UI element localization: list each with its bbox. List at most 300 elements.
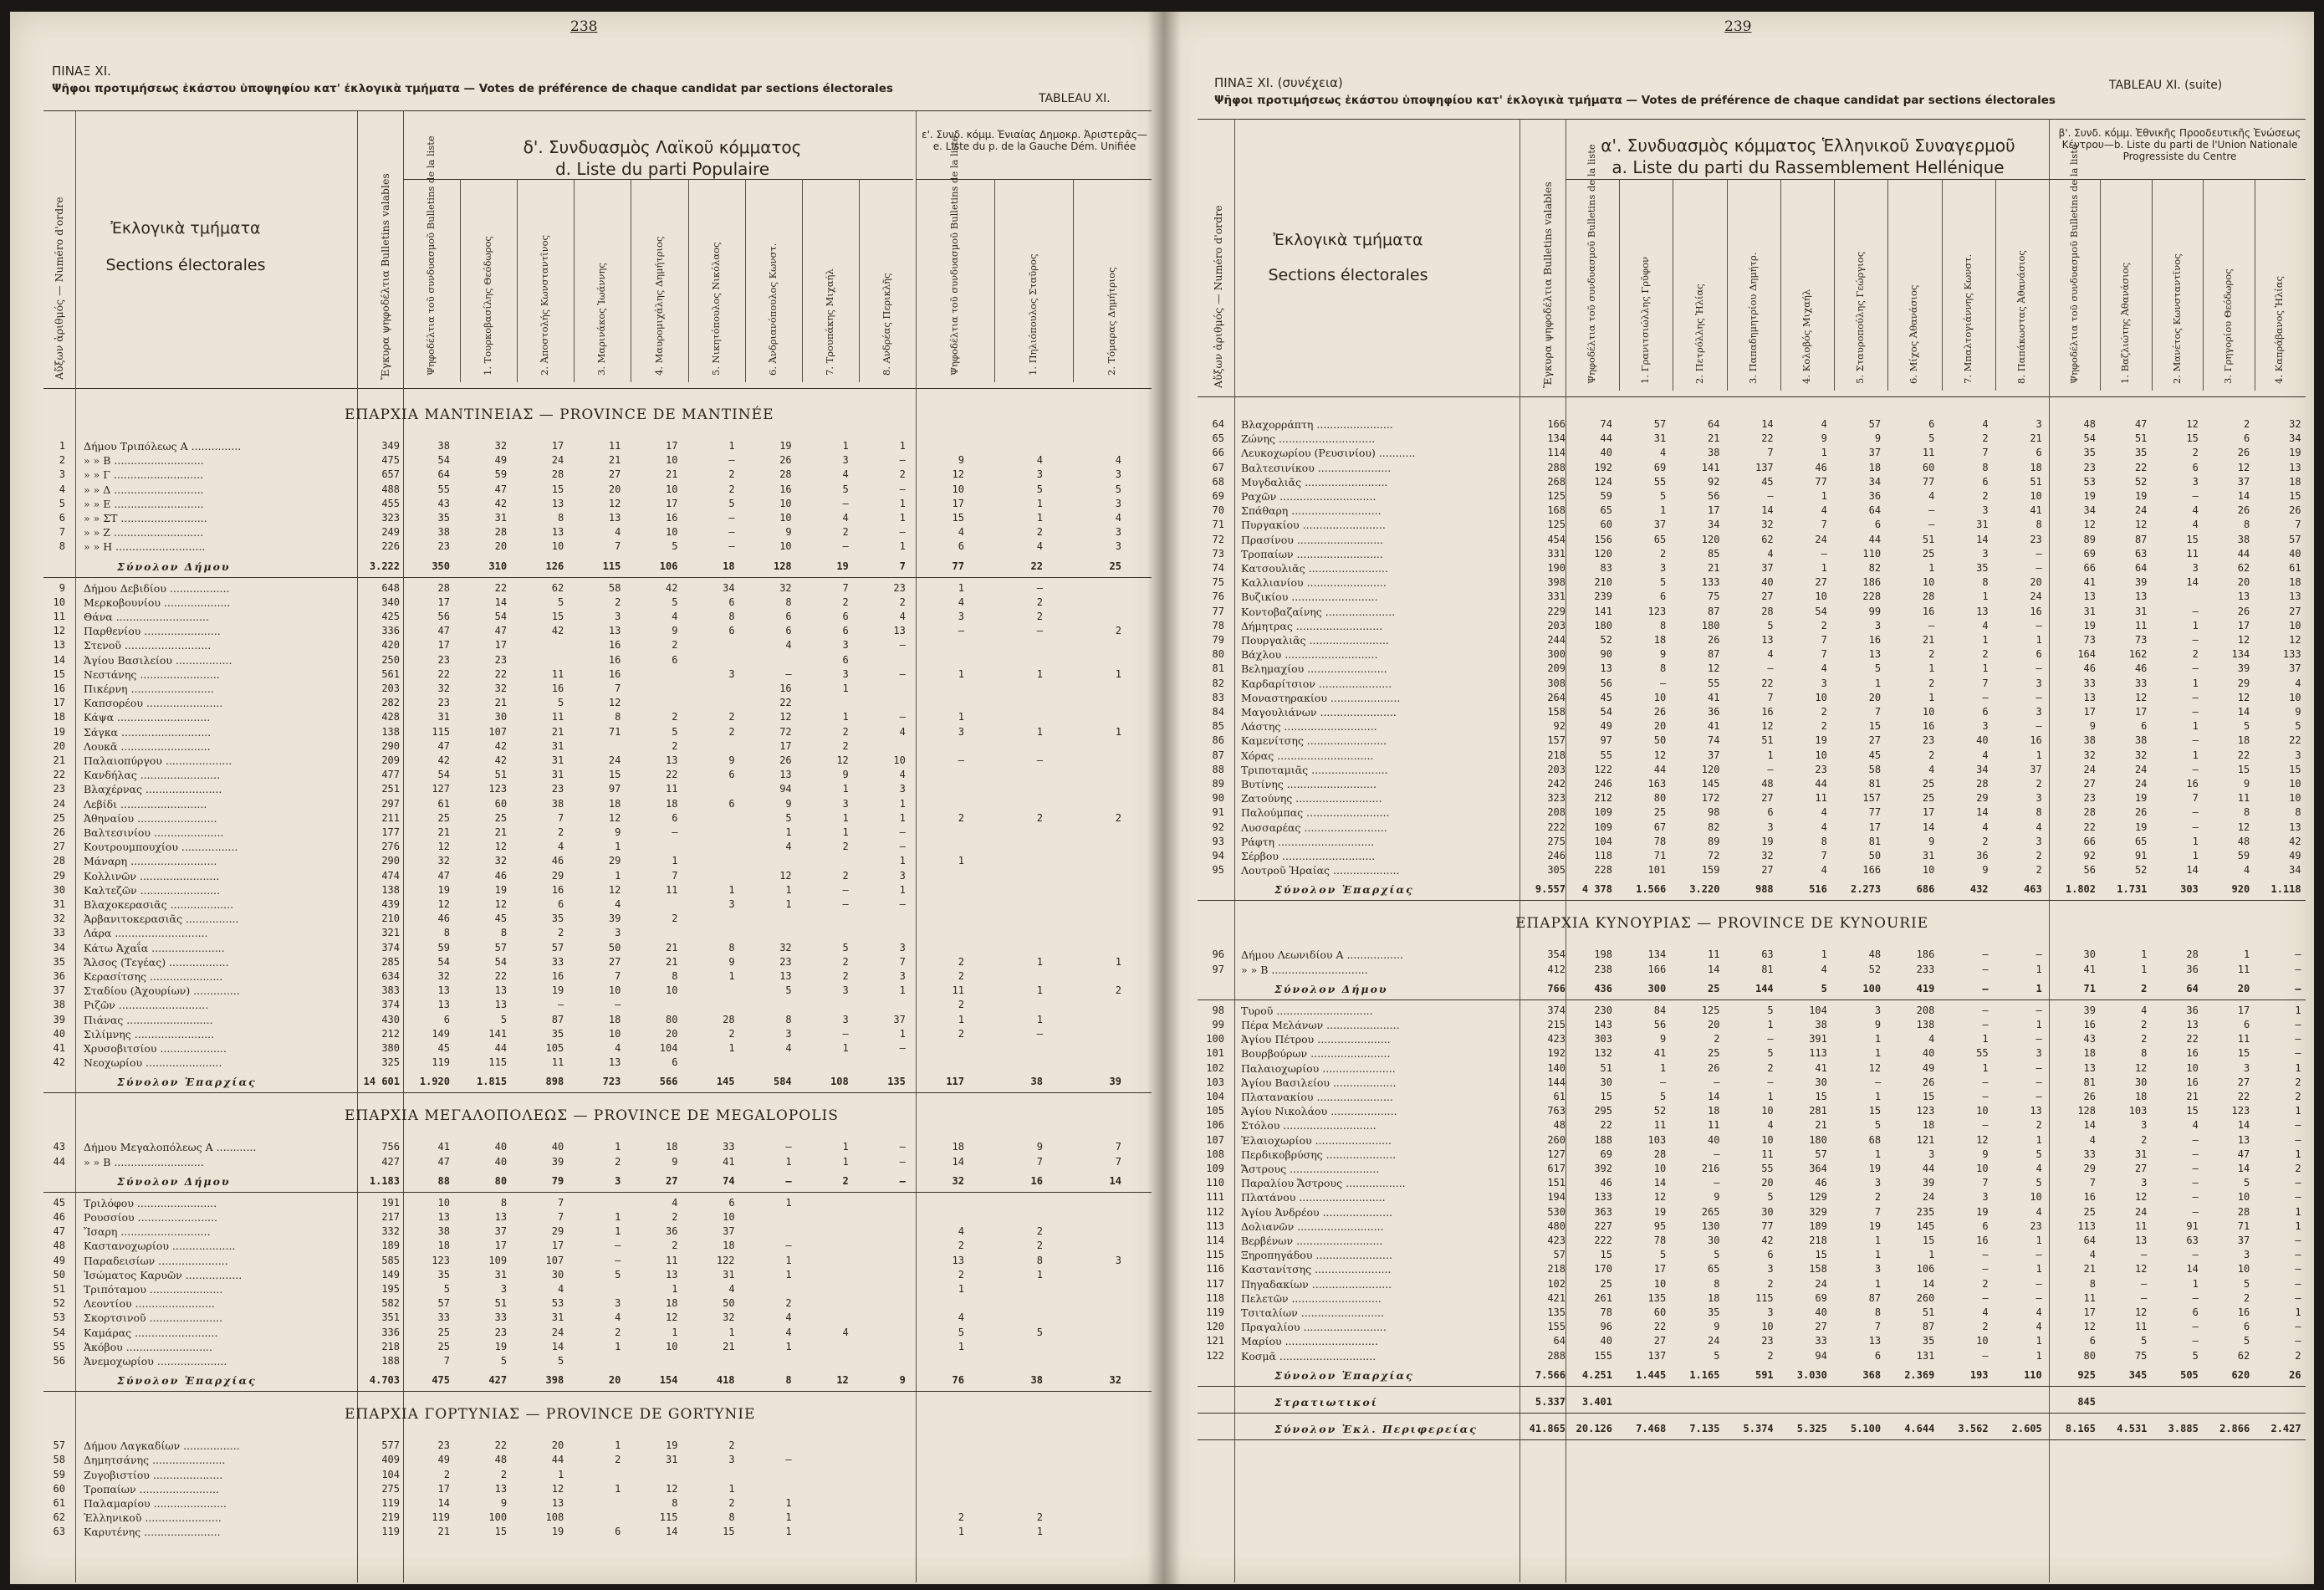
cell-value: 1: [1036, 1526, 1043, 1538]
table-subtitle: Ψῆφοι προτιμήσεως ἑκάστου ὑποψηφίου κατ' ἐκλογικὰ τμήματα — Votes de préférence de chaque candidat par sections électorales: [52, 82, 893, 95]
cell-value: 12: [836, 1374, 849, 1387]
section-name: Νεστάνης ........................: [84, 667, 220, 681]
row-number: 114: [1206, 1235, 1224, 1246]
cell-value: 1: [1115, 725, 1121, 738]
cell-value: 128: [773, 560, 792, 572]
cell-value: 59: [2237, 850, 2250, 861]
section-name: Κατσουλιᾶς ........................: [1241, 562, 1388, 575]
cell-value: 9: [842, 769, 849, 781]
cell-value: 6: [672, 811, 678, 824]
cell-value: 3: [615, 611, 621, 622]
cell-value: 16: [1868, 634, 1882, 646]
cell-value: 2.866: [2219, 1422, 2250, 1434]
cell-value: 12: [2237, 821, 2250, 833]
cell-value: 133: [1701, 576, 1720, 589]
cell-value: 64: [2134, 562, 2148, 574]
cell-value: 6: [2141, 720, 2148, 733]
cell-value: 8: [1982, 461, 1989, 473]
cell-value: 4: [958, 596, 964, 608]
cell-value: 10: [1976, 1163, 1989, 1174]
cell-value: 23: [551, 783, 564, 795]
divider: [2152, 179, 2153, 391]
cell-value: 217: [381, 1211, 400, 1223]
cell-value: 13: [2186, 1019, 2199, 1030]
section-name: Πικέρνη .........................: [84, 683, 214, 695]
table-row: [1164, 1249, 2306, 1260]
cell-value: 4: [2243, 864, 2250, 877]
cell-value: 246: [1547, 850, 1566, 861]
cell-value: 17: [2083, 706, 2096, 718]
table-row: [10, 1454, 1152, 1465]
cell-value: 156: [1594, 533, 1612, 545]
cell-value: 32: [2083, 749, 2096, 761]
cell-value: 49: [1922, 1061, 1935, 1074]
cell-value: 9: [1982, 1148, 1989, 1160]
cell-value: 33: [2083, 1148, 2096, 1160]
cell-value: 63: [2134, 547, 2148, 560]
cell-value: 55: [1761, 1163, 1774, 1174]
cell-value: —: [2035, 720, 2042, 733]
cell-value: 5: [2243, 720, 2250, 733]
cell-value: 44: [2237, 547, 2250, 560]
column-header: Ψηφοδέλτια τοῦ συνδυασμοῦ Bulletins de la liste: [948, 135, 960, 376]
cell-value: 275: [1547, 835, 1566, 847]
cell-value: 1: [1874, 677, 1882, 689]
cell-value: 11: [2237, 1033, 2250, 1046]
cell-value: 3: [1821, 677, 1827, 689]
cell-value: 7: [899, 955, 906, 968]
cell-value: 149: [381, 1268, 400, 1281]
cell-value: 8: [1659, 619, 1667, 631]
divider: [2100, 179, 2101, 391]
cell-value: 18: [1653, 634, 1667, 646]
cell-value: 3: [2192, 562, 2199, 574]
table-row: [10, 711, 1152, 722]
cell-value: 69: [1600, 1148, 1612, 1160]
table-row: [1164, 806, 2306, 820]
section-name: » » Β ...........................: [84, 454, 204, 468]
cell-value: 32: [2289, 418, 2301, 430]
cell-value: 41: [437, 1141, 450, 1153]
cell-value: 52: [1868, 963, 1882, 975]
table-row: [10, 697, 1152, 708]
cell-value: 4: [615, 898, 621, 910]
cell-value: 1: [1874, 1235, 1882, 1246]
section-name: » » Η ...........................: [84, 540, 206, 554]
row-number: 109: [1206, 1163, 1224, 1174]
cell-value: 13: [1976, 605, 1989, 617]
cell-value: 2: [1115, 984, 1121, 997]
row-number: 59: [53, 1468, 65, 1480]
cell-value: 46: [1815, 461, 1827, 473]
cell-value: 4: [842, 512, 849, 524]
cell-value: 3: [1982, 1191, 1989, 1204]
cell-value: 39: [608, 913, 621, 925]
table-row: [10, 942, 1152, 953]
cell-value: —: [728, 454, 735, 467]
cell-value: 332: [381, 1225, 400, 1238]
cell-value: 64: [1707, 418, 1720, 430]
cell-value: 11: [2134, 1321, 2148, 1333]
cell-value: 10: [2289, 778, 2301, 790]
cell-value: 380: [381, 1042, 400, 1054]
cell-value: 98: [1707, 806, 1720, 819]
cell-value: 13: [494, 984, 508, 997]
row-number: 37: [53, 984, 65, 997]
cell-value: 766: [1547, 982, 1566, 994]
table-row: [1164, 864, 2306, 875]
cell-value: 8: [443, 927, 450, 939]
cell-value: 8: [500, 1196, 508, 1209]
cell-value: 2: [1115, 625, 1121, 637]
cell-value: 26: [2289, 504, 2301, 517]
row-number: 104: [1206, 1091, 1224, 1102]
cell-value: 17: [494, 1240, 508, 1252]
cell-value: —: [1714, 1148, 1720, 1160]
cell-value: 1: [842, 826, 849, 838]
cell-value: 13: [1868, 1335, 1882, 1347]
cell-value: 2: [1036, 1240, 1043, 1252]
section-name: Στρατιωτικοί: [1274, 1395, 1378, 1409]
cell-value: 23: [779, 955, 792, 968]
cell-value: 423: [1547, 1235, 1566, 1246]
cell-value: 72: [779, 725, 792, 738]
section-name: Κοντοβαζαίνης .....................: [1241, 605, 1396, 618]
cell-value: 242: [1547, 778, 1566, 790]
cell-value: 1: [1115, 667, 1121, 680]
cell-value: 8: [2035, 519, 2042, 531]
cell-value: 2: [1982, 1321, 1989, 1333]
cell-value: 1: [2035, 1349, 2042, 1362]
cell-value: 6: [1767, 806, 1774, 819]
cell-value: 46: [551, 855, 564, 867]
cell-value: —: [728, 512, 735, 524]
cell-value: 1: [1874, 1148, 1882, 1160]
table-row: [1164, 562, 2306, 573]
cell-value: 1: [1928, 1249, 1935, 1261]
cell-value: 5: [1659, 576, 1667, 589]
cell-value: 24: [608, 754, 621, 766]
section-name: Κερασίτσης ......................: [84, 970, 223, 983]
cell-value: 14: [2083, 1119, 2096, 1132]
cell-value: 95: [1653, 1219, 1667, 1232]
cell-value: 11: [1815, 792, 1827, 805]
cell-value: 3: [899, 941, 906, 953]
section-name: Σκορτσινοῦ ......................: [84, 1311, 222, 1325]
total-row: [1164, 1423, 2306, 1434]
cell-value: 11: [2134, 619, 2148, 631]
cell-value: 419: [1916, 982, 1935, 994]
cell-value: 44: [1815, 778, 1827, 790]
province-title: ΕΠΑΡΧΙΑ ΜΕΓΑΛΟΠΟΛΕΩΣ — PROVINCE DE MEGALOPOLIS: [345, 1107, 839, 1125]
cell-value: 13: [2134, 1235, 2148, 1246]
cell-value: 8: [2141, 1047, 2148, 1060]
cell-value: 37: [1868, 447, 1882, 459]
cell-value: 191: [381, 1196, 400, 1209]
cell-value: —: [2192, 821, 2199, 833]
cell-value: 2: [2243, 418, 2250, 430]
cell-value: 209: [1547, 662, 1566, 675]
cell-value: —: [1714, 1076, 1720, 1088]
cell-value: 2: [2141, 1033, 2148, 1046]
section-name: » » Γ ...........................: [84, 468, 204, 482]
cell-value: —: [2192, 734, 2199, 747]
cell-value: 80: [2083, 1349, 2096, 1362]
cell-value: —: [1659, 1076, 1667, 1088]
cell-value: 134: [2231, 648, 2250, 661]
cell-value: 4: [899, 769, 906, 781]
cell-value: 16: [608, 653, 621, 666]
cell-value: 20: [1761, 1177, 1774, 1189]
cell-value: 54: [1600, 706, 1612, 718]
cell-value: 16: [2186, 778, 2199, 790]
cell-value: 421: [1547, 1291, 1566, 1304]
cell-value: 15: [2289, 490, 2301, 502]
cell-value: 25: [1922, 547, 1935, 560]
table-row: [1164, 1091, 2306, 1102]
cell-value: 53: [2083, 475, 2096, 488]
cell-value: 5: [1874, 1119, 1882, 1132]
cell-value: 158: [1809, 1263, 1827, 1276]
cell-value: 9: [672, 1155, 678, 1168]
cell-value: 123: [432, 1254, 450, 1266]
table-row: [1164, 634, 2306, 645]
cell-value: 135: [1647, 1291, 1667, 1304]
cell-value: 1: [2035, 1335, 2042, 1347]
row-number: 4: [59, 483, 65, 495]
cell-value: 6: [672, 653, 678, 666]
cell-value: 423: [1547, 1033, 1566, 1046]
cell-value: 11: [608, 440, 621, 452]
cell-value: 1: [958, 1340, 964, 1352]
row-number: 93: [1212, 835, 1224, 847]
row-number: 56: [53, 1355, 65, 1367]
cell-value: 195: [381, 1283, 400, 1295]
cell-value: 30: [1761, 1205, 1774, 1218]
cell-value: 155: [1547, 1321, 1566, 1333]
table-row: [10, 812, 1152, 823]
cell-value: 15: [2237, 763, 2250, 775]
cell-value: 186: [1916, 948, 1935, 961]
cell-value: 6: [2192, 461, 2199, 473]
section-name: Ἀκόβου ..........................: [84, 1340, 212, 1353]
cell-value: 105: [545, 1042, 564, 1054]
section-name: Στενοῦ ..........................: [84, 639, 212, 652]
cell-value: 23: [2083, 461, 2096, 473]
cell-value: 33: [437, 1311, 450, 1324]
cell-value: 13: [665, 1268, 678, 1281]
cell-value: 40: [494, 1141, 508, 1153]
cell-value: 2: [615, 1326, 621, 1338]
cell-value: 2: [615, 1454, 621, 1466]
table-subtitle: Ψῆφοι προτιμήσεως ἑκάστου ὑποψηφίου κατ' ἐκλογικὰ τμήματα — Votes de préférence de chaque candidat par sections électorales: [1214, 94, 2056, 107]
row-number: 17: [53, 697, 65, 709]
cell-value: 59: [437, 941, 450, 953]
cell-value: 25: [1922, 792, 1935, 805]
cell-value: —: [2035, 562, 2042, 574]
cell-value: 15: [1815, 1091, 1827, 1102]
table-row: [10, 596, 1152, 607]
cell-value: 5: [2295, 720, 2301, 733]
cell-value: 192: [1547, 1047, 1566, 1060]
cell-value: 34: [1707, 519, 1720, 531]
cell-value: 5: [1928, 432, 1935, 445]
cell-value: 189: [1809, 1219, 1827, 1232]
cell-value: 10: [2030, 1191, 2042, 1204]
row-number: 77: [1212, 605, 1224, 617]
cell-value: 3: [615, 1174, 621, 1187]
cell-value: 8: [785, 1374, 792, 1387]
cell-value: 3: [2243, 1249, 2250, 1261]
cell-value: 4: [2035, 1306, 2042, 1318]
cell-value: 12: [1976, 1133, 1989, 1146]
cell-value: 33: [494, 1311, 508, 1324]
cell-value: 26: [2237, 605, 2250, 617]
cell-value: 2: [2141, 1019, 2148, 1030]
cell-value: 194: [1547, 1191, 1566, 1204]
table-row: [10, 956, 1152, 967]
cell-value: 28: [494, 526, 508, 539]
cell-value: 87: [2134, 533, 2148, 545]
cell-value: 6: [1874, 519, 1882, 531]
cell-value: 1.731: [2117, 883, 2148, 896]
cell-value: 9: [1036, 1141, 1043, 1153]
cell-value: 276: [381, 841, 400, 853]
cell-value: 475: [381, 454, 400, 467]
cell-value: 12: [665, 1482, 678, 1495]
column-header: 6. Μίχος Ἀθανάσιος: [1908, 284, 1920, 384]
cell-value: 20: [2030, 576, 2042, 589]
cell-value: 28: [551, 468, 564, 481]
cell-value: 23: [494, 653, 508, 666]
section-name: Καλτεζῶν ........................: [84, 883, 220, 897]
cell-value: 33: [2134, 677, 2148, 689]
cell-value: 1: [2295, 1105, 2301, 1117]
cell-value: 2: [958, 970, 964, 982]
group-a-title: α'. Συνδυασμὸς κόμματος Ἑλληνικοῦ Συναγερμοῦ: [1601, 135, 2015, 156]
cell-value: 3: [2035, 706, 2042, 718]
cell-value: 2: [1659, 547, 1667, 560]
cell-value: 4: [1767, 547, 1774, 560]
cell-value: 78: [1653, 835, 1667, 847]
cell-value: 12: [2186, 418, 2199, 430]
cell-value: 5.337: [1535, 1395, 1566, 1408]
section-name: Πρασίνου ..........................: [1241, 533, 1384, 546]
cell-value: 16: [608, 639, 621, 652]
cell-value: 4: [1821, 864, 1827, 877]
section-name: Ραχῶν .............................: [1241, 490, 1377, 503]
cell-value: 1.802: [2065, 883, 2096, 896]
cell-value: —: [557, 999, 564, 1011]
cell-value: 47: [437, 625, 450, 637]
row-number: 84: [1212, 706, 1224, 718]
cell-value: 7: [1821, 850, 1827, 861]
cell-value: —: [899, 711, 906, 723]
cell-value: 2: [1036, 1511, 1043, 1524]
rule: [43, 110, 1152, 111]
table-row: [1164, 1263, 2306, 1274]
cell-value: 6: [1659, 590, 1667, 603]
cell-value: 10: [952, 483, 964, 495]
row-number: 8: [59, 540, 65, 553]
row-number: 67: [1212, 461, 1224, 473]
cell-value: 166: [1862, 864, 1882, 877]
cell-value: 127: [432, 783, 450, 795]
row-number: 16: [53, 683, 65, 694]
cell-value: 18: [2289, 475, 2301, 488]
cell-value: 1: [958, 1283, 964, 1295]
table-row: [10, 1197, 1152, 1208]
cell-value: 42: [1761, 1235, 1774, 1246]
cell-value: 17: [665, 497, 678, 509]
cell-value: 1: [842, 783, 849, 795]
cell-value: 12: [1653, 749, 1667, 761]
cell-value: 282: [381, 697, 400, 709]
cell-value: 2: [1821, 706, 1827, 718]
cell-value: —: [1982, 1004, 1989, 1016]
cell-value: 12: [437, 898, 450, 910]
section-name: Δήμου Δεβιδίου ..................: [84, 581, 230, 595]
cell-value: 151: [1547, 1177, 1566, 1189]
cell-value: 1: [785, 1340, 792, 1352]
cell-value: 212: [381, 1027, 400, 1040]
cell-value: 106: [659, 560, 678, 572]
rule: [1198, 396, 2306, 397]
cell-value: 336: [381, 1326, 400, 1338]
row-number: 35: [53, 955, 65, 968]
cell-value: —: [1982, 1119, 1989, 1132]
table-row: [10, 1511, 1152, 1525]
cell-value: 11: [1707, 948, 1720, 961]
column-header: 6. Ἀνδριανόπουλος Κωνστ.: [766, 243, 779, 376]
cell-value: 1: [2295, 1306, 2301, 1318]
row-number: 62: [53, 1511, 65, 1524]
row-number: 122: [1206, 1349, 1224, 1362]
cell-value: 57: [437, 1297, 450, 1310]
cell-value: 58: [1868, 763, 1882, 775]
cell-value: 77: [1815, 475, 1827, 488]
cell-value: —: [2295, 1335, 2301, 1347]
cell-value: —: [1767, 1033, 1774, 1046]
cell-value: 113: [1809, 1047, 1827, 1060]
cell-value: 45: [494, 913, 508, 925]
cell-value: —: [728, 540, 735, 553]
cell-value: 1: [1821, 948, 1827, 961]
cell-value: 38: [1030, 1076, 1043, 1088]
cell-value: 686: [1916, 883, 1935, 896]
cell-value: 1: [672, 1326, 678, 1338]
cell-value: 8: [2089, 1277, 2096, 1290]
section-name: Καστανοχωρίου ...................: [84, 1240, 236, 1253]
left-page: [10, 12, 1164, 1584]
cell-value: 21: [494, 697, 508, 709]
cell-value: —: [1036, 625, 1043, 637]
divider: [517, 179, 518, 382]
cell-value: 172: [1701, 792, 1720, 805]
rule: [1566, 179, 2049, 180]
rule: [43, 388, 1152, 389]
cell-value: 14: [2186, 864, 2199, 877]
cell-value: 59: [1600, 490, 1612, 502]
cell-value: 1: [958, 667, 964, 680]
cell-value: 10: [2237, 1191, 2250, 1204]
cell-value: 25: [1707, 1047, 1720, 1060]
cell-value: 54: [437, 454, 450, 467]
section-name: Τσιταλίων .........................: [1241, 1306, 1385, 1319]
col-sections-fr: Sections électorales: [105, 256, 266, 274]
cell-value: 383: [381, 984, 400, 997]
cell-value: 14: [437, 1497, 450, 1509]
